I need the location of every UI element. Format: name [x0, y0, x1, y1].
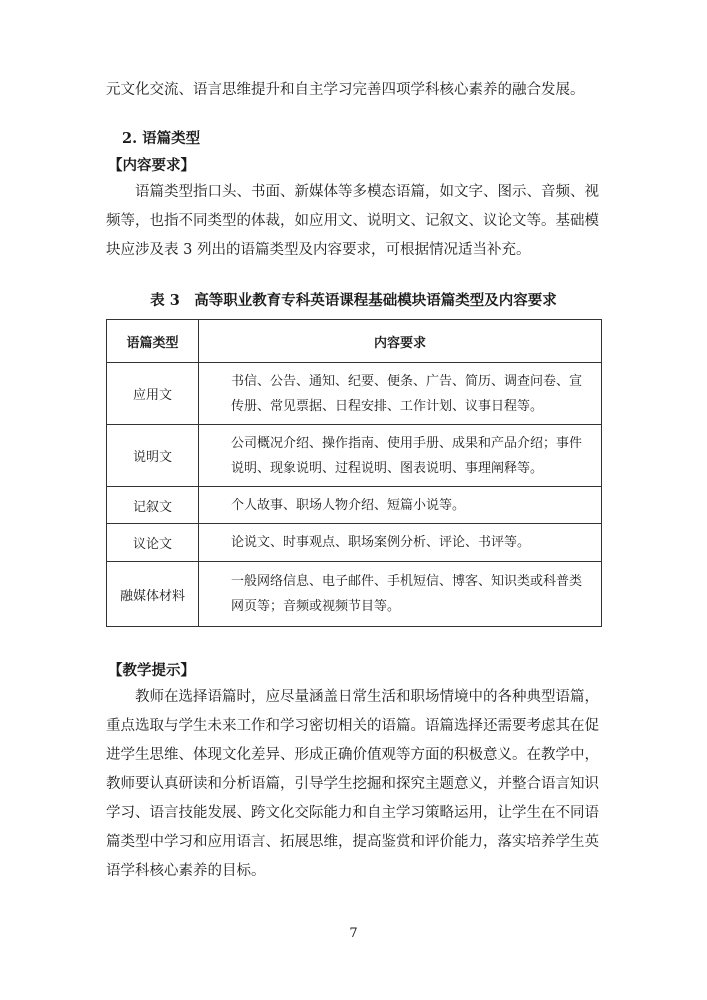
genre-type-cell: 记叙文: [107, 487, 199, 524]
genre-type-cell: 说明文: [107, 425, 199, 487]
header-content-requirement: 内容要求: [199, 320, 602, 363]
teaching-tips-label: 【教学提示】: [108, 662, 195, 679]
table-caption: 表 3 高等职业教育专科英语课程基础模块语篇类型及内容要求: [150, 292, 557, 309]
requirement-cell: 论说文、时事观点、职场案例分析、评论、书评等。: [199, 524, 602, 562]
genre-type-cell: 议论文: [107, 524, 199, 562]
table-header-row: [107, 320, 602, 363]
content-requirement-text: 语篇类型指口头、书面、新媒体等多模态语篇，如文字、图示、音频、视频等，也指不同类型的体裁，如应用文、说明文、记叙文、议论文等。基础模块应涉及表 3 列出的语篇类型及内容要求，可根据情况适当补充。: [106, 184, 599, 258]
requirement-cell: 公司概况介绍、操作指南、使用手册、成果和产品介绍；事件说明、现象说明、过程说明、图表说明、事理阐释等。: [199, 425, 602, 487]
genre-type-cell: 应用文: [107, 363, 199, 425]
table-row: [107, 487, 602, 524]
intro-tail: 元文化交流、语言思维提升和自主学习完善四项学科核心素养的融合发展。: [106, 82, 585, 98]
table-row: [107, 524, 602, 562]
table-row: [107, 425, 602, 487]
teaching-tips-text: 教师在选择语篇时，应尽量涵盖日常生活和职场情境中的各种典型语篇，重点选取与学生未来工作和学习密切相关的语篇。语篇选择还需要考虑其在促进学生思维、体现文化差异、形成正确价值观等方面的积极意义。在教学中，教师要认真研读和分析语篇，引导学生挖掘和探究主题意义，并整合语言知识学习、语言技能发展、跨文化交际能力和自主学习策略运用，让学生在不同语篇类型中学习和应用语言、拓展思维，提高鉴赏和评价能力，落实培养学生英语学科核心素养的目标。: [106, 689, 599, 879]
requirement-cell: 一般网络信息、电子邮件、手机短信、博客、知识类或科普类网页等；音频或视频节目等。: [199, 562, 602, 627]
genre-table: [106, 319, 602, 627]
table-row: [107, 363, 602, 425]
requirement-cell: 个人故事、职场人物介绍、短篇小说等。: [199, 487, 602, 524]
table-row: [107, 562, 602, 627]
header-genre-type: 语篇类型: [107, 320, 199, 363]
page-number: 7: [349, 926, 358, 941]
requirement-cell: 书信、公告、通知、纪要、便条、广告、简历、调查问卷、宣传册、常见票据、日程安排、工作计划、议事日程等。: [199, 363, 602, 425]
genre-type-cell: 融媒体材料: [107, 562, 199, 627]
section-heading: 2. 语篇类型: [122, 130, 201, 147]
content-requirement-label: 【内容要求】: [108, 157, 195, 174]
